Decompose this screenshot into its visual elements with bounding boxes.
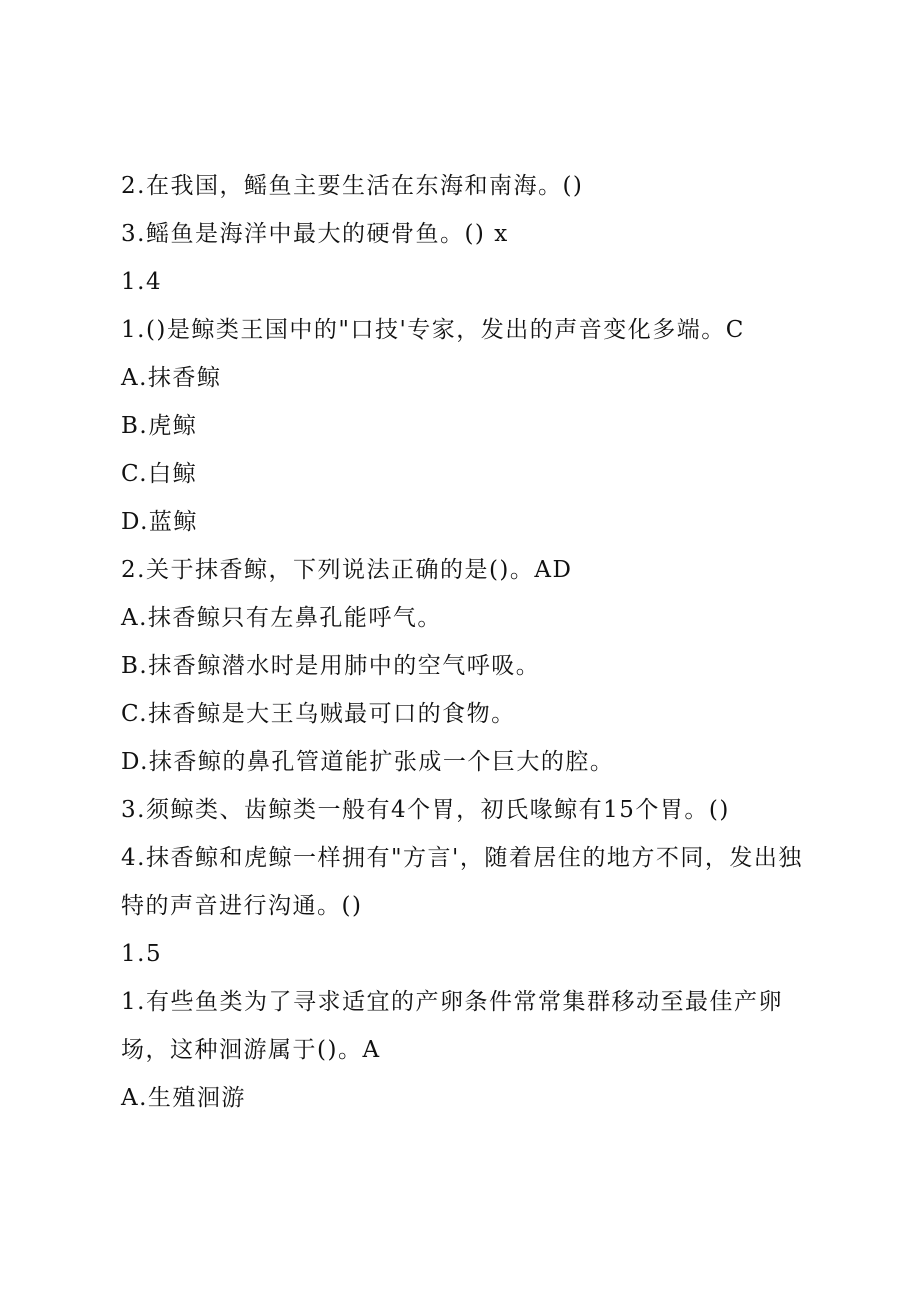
question-text: 4.抹香鲸和虎鲸一样拥有"方言'，随着居住的地方不同，发出独 <box>121 845 803 871</box>
question-text-continued: 场，这种洄游属于()。A <box>121 1037 381 1063</box>
document-body <box>121 162 821 1122</box>
answer-option: A.抹香鲸只有左鼻孔能呼气。 <box>121 605 442 631</box>
question-text-continued: 特的声音进行沟通。() <box>121 893 363 919</box>
question-text: 1.有些鱼类为了寻求适宜的产卵条件常常集群移动至最佳产卵 <box>121 989 783 1015</box>
answer-option: B.虎鲸 <box>121 413 198 439</box>
text-line: 2.在我国，鳐鱼主要生活在东海和南海。() <box>121 173 584 199</box>
section-number: 1.5 <box>121 941 163 967</box>
section-number: 1.4 <box>121 269 163 295</box>
question-text: 3.须鲸类、齿鲸类一般有4个胃，初氏喙鲸有15个胃。() <box>121 797 730 823</box>
answer-option: C.抹香鲸是大王乌贼最可口的食物。 <box>121 701 516 727</box>
answer-option: A.抹香鲸 <box>121 365 222 391</box>
question-text: 1.()是鲸类王国中的"口技'专家，发出的声音变化多端。C <box>121 317 745 343</box>
question-text: 2.关于抹香鲸，下列说法正确的是()。AD <box>121 557 573 583</box>
answer-option: D.蓝鲸 <box>121 509 198 535</box>
answer-option: C.白鲸 <box>121 461 198 487</box>
text-line: 3.鳐鱼是海洋中最大的硬骨鱼。() x <box>121 221 509 247</box>
answer-option: D.抹香鲸的鼻孔管道能扩张成一个巨大的腔。 <box>121 749 615 775</box>
answer-option: A.生殖洄游 <box>121 1085 246 1111</box>
answer-option: B.抹香鲸潜水时是用肺中的空气呼吸。 <box>121 653 541 679</box>
